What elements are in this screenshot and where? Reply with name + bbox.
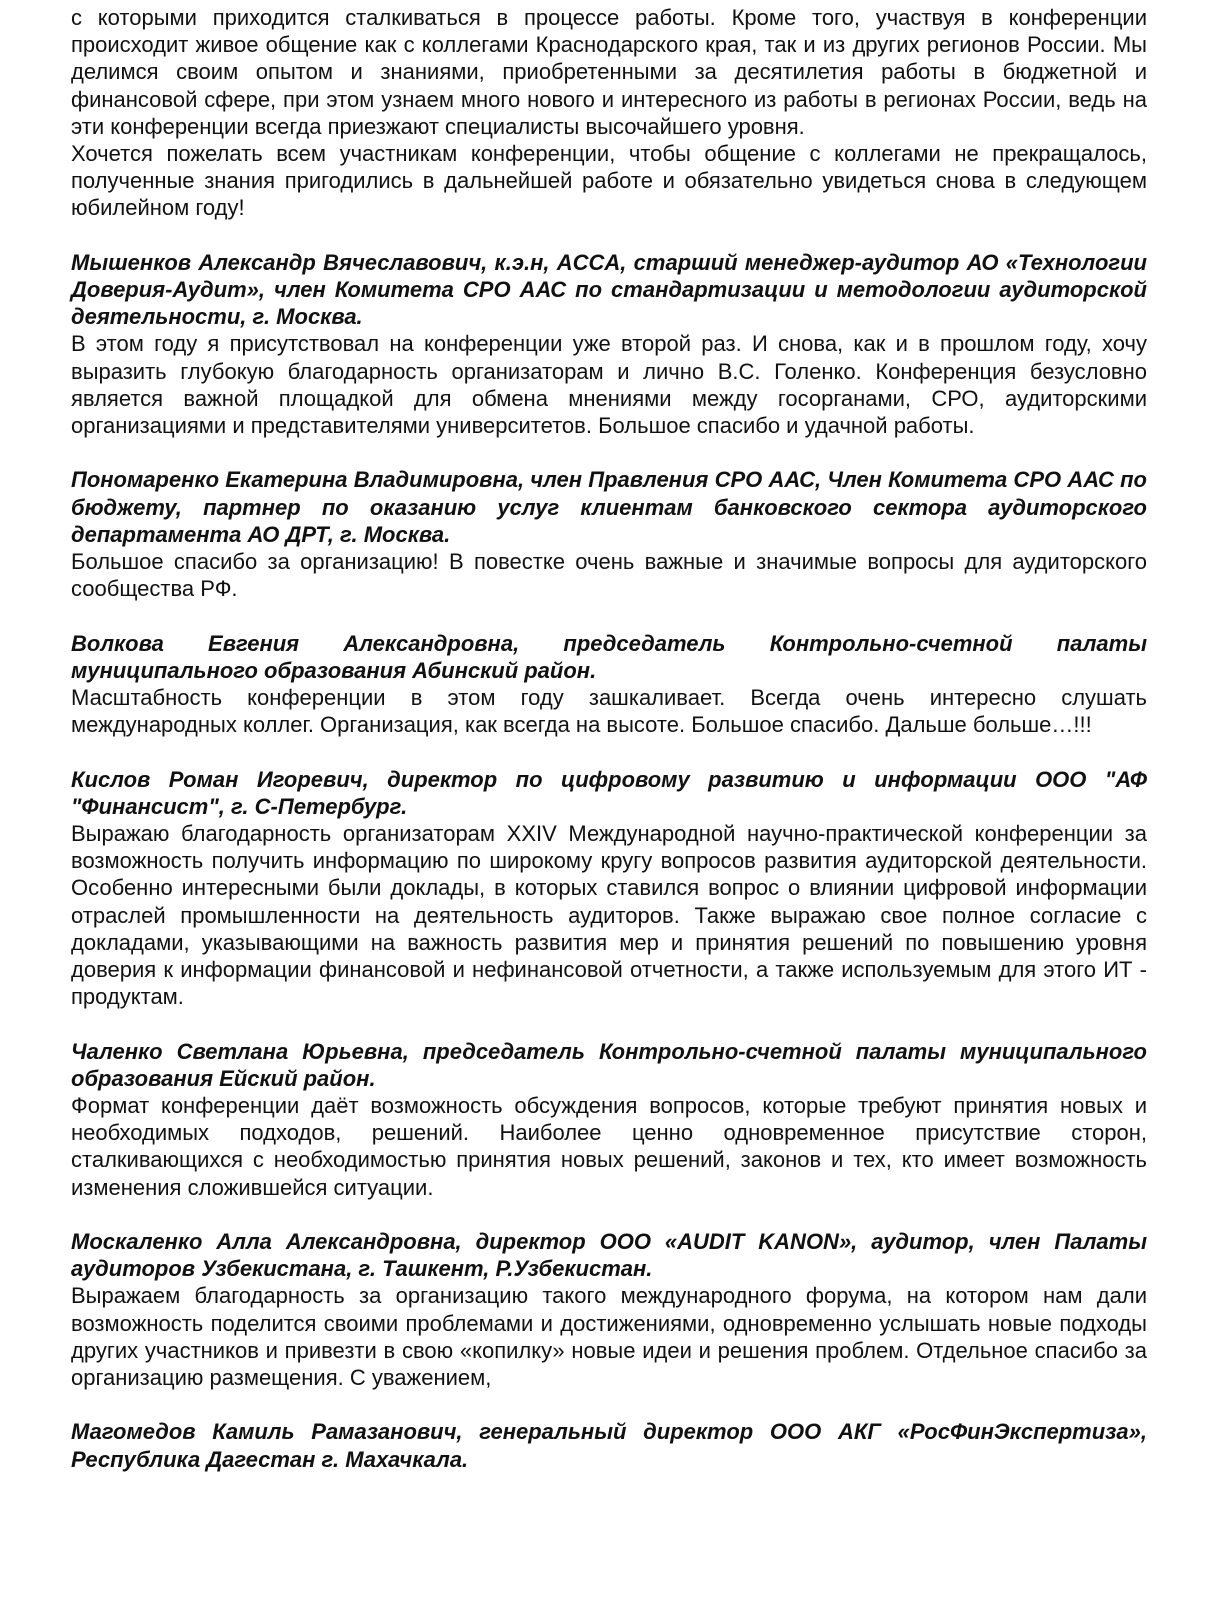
- paragraph-gap: [71, 1010, 1147, 1037]
- testimonial: [71, 766, 1147, 1011]
- paragraph-gap: [71, 222, 1147, 249]
- paragraph-gap: [71, 602, 1147, 629]
- testimonial: [71, 1418, 1147, 1472]
- testimonial-text: Выражаю благодарность организаторам XXIV Международной научно-практической конференции за возможность получить информацию по широкому кругу вопросов развития аудиторской деятельности. Особенно интересными были доклады, в которых ставился вопрос о влиянии цифровой информации отраслей промышленности на деятельность аудиторов. Также выражаю свое полное согласие с докладами, указывающими на важность развития мер и принятия решений по повышению уровня доверия к информации финансовой и нефинансовой отчетности, а также используемым для этого ИТ - продуктам.: [71, 821, 1147, 1010]
- intro-paragraph: Хочется пожелать всем участникам конференции, чтобы общение с коллегами не прекращалось, полученные знания пригодились в дальнейшей работе и обязательно увидеться снова в следующем юбилейном году!: [71, 141, 1147, 221]
- testimonial-author: Магомедов Камиль Рамазанович, генеральный директор ООО АКГ «РосФинЭкспертиза», Республика Дагестан г. Махачкала.: [71, 1419, 1147, 1472]
- testimonial: [71, 249, 1147, 439]
- testimonial-author: Москаленко Алла Александровна, директор ООО «AUDIT KANON», аудитор, член Палаты аудиторов Узбекистана, г. Ташкент, Р.Узбекистан.: [71, 1229, 1147, 1282]
- testimonial-author: Мышенков Александр Вячеславович, к.э.н, ACCA, старший менеджер-аудитор АО «Технологии Доверия-Аудит», член Комитета СРО ААС по стандартизации и методологии аудиторской деятельности, г. Москва.: [71, 249, 1147, 330]
- document-page: [71, 4, 1147, 1473]
- testimonial-author: Пономаренко Екатерина Владимировна, член Правления СРО ААС, Член Комитета СРО ААС по бюджету, партнер по оказанию услуг клиентам банковского сектора аудиторского департамента АО ДРТ, г. Москва.: [71, 467, 1147, 547]
- paragraph-gap: [71, 1391, 1147, 1418]
- testimonial-author: Кислов Роман Игоревич, директор по цифровому развитию и информации ООО "АФ "Финансист", г. С-Петербург.: [71, 766, 1147, 819]
- testimonial-text: Большое спасибо за организацию! В повестке очень важные и значимые вопросы для аудиторского сообщества РФ.: [71, 549, 1147, 602]
- paragraph-gap: [71, 439, 1147, 466]
- paragraph-gap: [71, 738, 1147, 765]
- testimonial-text: Формат конференции даёт возможность обсуждения вопросов, которые требуют принятия новых и необходимых подходов, решений. Наиболее ценно одновременное присутствие сторон, сталкивающихся с необходимостью принятия новых решений, законов и тех, кто имеет возможность изменения сложившейся ситуации.: [71, 1093, 1147, 1200]
- paragraph-gap: [71, 1201, 1147, 1228]
- testimonial: [71, 1038, 1147, 1201]
- testimonial-author: Волкова Евгения Александровна, председатель Контрольно-счетной палаты муниципального образования Абинский район.: [71, 630, 1147, 683]
- testimonial-author: Чаленко Светлана Юрьевна, председатель Контрольно-счетной палаты муниципального образования Ейский район.: [71, 1038, 1147, 1091]
- testimonial: [71, 1228, 1147, 1391]
- testimonial-text: Масштабность конференции в этом году зашкаливает. Всегда очень интересно слушать международных коллег. Организация, как всегда на высоте. Большое спасибо. Дальше больше…!!!: [71, 685, 1147, 738]
- testimonial: [71, 466, 1147, 602]
- intro-paragraph: с которыми приходится сталкиваться в процессе работы. Кроме того, участвуя в конференции происходит живое общение как с коллегами Краснодарского края, так и из других регионов России. Мы делимся своим опытом и знаниями, приобретенными за десятилетия работы в бюджетной и финансовой сфере, при этом узнаем много нового и интересного из работы в регионах России, ведь на эти конференции всегда приезжают специалисты высочайшего уровня.: [71, 5, 1147, 139]
- testimonial: [71, 630, 1147, 739]
- testimonial-text: В этом году я присутствовал на конференции уже второй раз. И снова, как и в прошлом году, хочу выразить глубокую благодарность организаторам и лично В.С. Голенко. Конференция безусловно является важной площадкой для обмена мнениями между госорганами, СРО, аудиторскими организациями и представителями университетов. Большое спасибо и удачной работы.: [71, 331, 1147, 439]
- testimonial-text: Выражаем благодарность за организацию такого международного форума, на котором нам дали возможность поделится своими проблемами и достижениями, одновременно услышать новые подходы других участников и привезти в свою «копилку» новые идеи и решения проблем. Отдельное спасибо за организацию размещения. С уважением,: [71, 1283, 1147, 1391]
